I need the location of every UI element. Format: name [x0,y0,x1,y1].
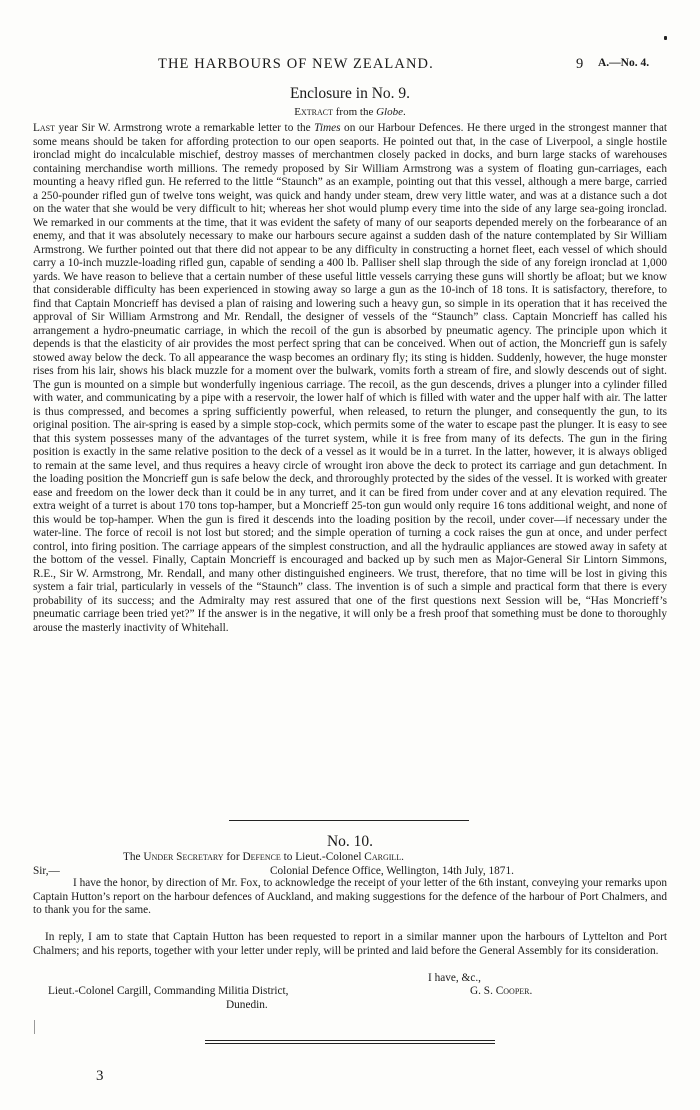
letter-paragraph-1: I have the honor, by direction of Mr. Fox, to acknowledge the receipt of your letter of the 6th instant, conveying your remarks upon Captain Hutton’s report on the harbour defences of Auckland, and making suggestions for the defence of the harbour of Port Chalmers, and to thank you for the same. [33,877,667,916]
addressee-place: Dunedin. [226,999,268,1011]
article-body [33,122,667,635]
signer-end: . [529,985,533,997]
recipient-name: Cargill [364,851,402,863]
letter-subject [123,851,404,863]
source-end: . [402,106,406,118]
opening-word: Last [33,122,56,134]
sender-department: Defence [242,851,281,863]
paper-reference: A.—No. 4. [598,57,650,69]
subject-for: for [226,851,240,863]
extract-label: Extract [294,106,333,118]
ink-mark [664,36,667,40]
subject-to: to Lieut.-Colonel [283,851,362,863]
addressee: Lieut.-Colonel Cargill, Commanding Militia District, [48,985,289,997]
source-name: Globe [376,106,403,118]
enclosure-heading: Enclosure in No. 9. [289,85,411,102]
sheet-number: 3 [96,1068,104,1084]
margin-mark [34,1020,35,1034]
signer-surname: Cooper [495,985,530,997]
sender-title: Under Secretary [143,851,224,863]
extract-from: from the [335,106,374,118]
signer-initials: G. S. [470,985,493,997]
subject-the: The [123,851,141,863]
office-and-date: Colonial Defence Office, Wellington, 14th July, 1871. [270,865,514,877]
letter-closing: I have, &c., [428,972,482,984]
page-number: 9 [576,56,584,72]
newspaper-title: Times [314,122,341,134]
signature [470,985,532,997]
extract-line [0,106,700,118]
end-rule-top [205,1040,495,1041]
section-divider [229,820,469,821]
recipient-end: . [401,851,404,863]
salutation: Sir,— [33,865,60,877]
letter-heading: No. 10. [326,833,374,850]
article-text-part2: on our Harbour Defences. He there urged in the strongest manner that some means should be taken for affording protection to our open seaports. He pointed out that, in the case of Liverpool, a single hostile ironclad might do incalculable mischief, destroy masses of merchantmen closely packed in docks, and burn large stacks of warehouses containing merchandise worth millions. The remedy proposed by Sir William Armstrong was a system of floating gun-carriages, each mounting a heavy rifled gun. He referred to the little “Staunch” as an example, pointing out that this vessel, although a mere barge, carried a 250-pounder rifled gun of twelve tons weight, was quick and handy under steam, drew very little water, and was at a distance such a dot on the water that she would be very difficult to hit; whereas her shot would plump every time into the side of any large sea-going ironclad. We remarked in our comments at the time, that it was evident the safety of many of our seaports depended merely on the forbearance of an enemy, and that it was absolutely necessary to make our harbours secure against a sudden dash of the nature contemplated by Sir William Armstrong. We further pointed out that there did not appear to be any difficulty in constructing a hornet fleet, each vessel of which should carry a 10-inch muzzle-loading rifled gun, capable of sending a 400 lb. Palliser shell slap through the side of any foreign ironclad at 1,000 yards. We have reason to believe that a certain number of these useful little vessels carrying these guns will shortly be afloat; but we know that considerable difficulty has been experienced in stowing away so large a gun as the 10-inch of 18 tons. It is satisfactory, therefore, to find that Captain Moncrieff has devised a plan of raising and lowering such a heavy gun, so simple in its operation that it has received the approval of Sir William Armstrong and Mr. Rendall, the designer of vessels of the “Staunch” class. Captain Moncrieff has called his arrangement a hydro-pneumatic carriage, in which the recoil of the gun is absorbed by pneumatic agency. The principle upon which it depends is that the elasticity of air provides the most perfect spring that can be conceived. When out of action, the Moncrieff gun is safely stowed away below the deck. To all appearance the wasp becomes an ordinary fly; its sting is hidden. Suddenly, however, the huge monster rises from his lair, shows his black muzzle for a moment over the bulwark, vomits forth a stream of fire, and slowly descends out of sight. The gun is mounted on a simple but wonderfully ingenious carriage. The recoil, as the gun descends, drives a plunger into a cylinder filled with water, and communicating by a pipe with a reservoir, the lower half of which is filled with water and the upper half with air. The latter is thus compressed, and becomes a spring sufficiently powerful, when released, to return the plunger, and consequently the gun, to its original position. The air-spring is eased by a simple stop-cock, which permits some of the water to escape past the plunger. It is easy to see that this system possesses many of the advantages of the turret system, while it is free from many of its defects. The gun in the firing position is exactly in the same relative position to the deck of a vessel as it would be in a turret. In the latter, however, it is always obliged to remain at the same level, and thus requires a heavy circle of wrought iron above the deck to protect its carriage and gun detachment. In the loading position the Moncrieff gun is safe below the deck, and throroughly protected by the sides of the vessel. It is worked with greater ease and freedom on the lower deck than it could be in any turret, and it can be fired from under cover and at any elevation required. The extra weight of a turret is about 170 tons top-hamper, but a Moncrieff 25-ton gun would only require 16 tons additional weight, and none of this would be top-hamper. When the gun is fired it descends into the loading position by the recoil, under cover—if necessary under the water-line. The force of recoil is not lost but stored; and the simple operation of turning a cock raises the gun at once, and under perfect control, into firing position. The carriage appears of the simplest construction, and all the hydraulic appliances are stowed away in safety at the bottom of the vessel. Finally, Captain Moncrieff is encouraged and backed up by such men as Major-General Sir Lintorn Simmons, R.E., Sir W. Armstrong, Mr. Rendall, and many other distinguished engineers. We trust, therefore, that no time will be lost in giving this system a fair trial, particularly in vessels of the “Staunch” class. The invention is of such a simple and practical form that there is every probability of its success; and the Admiralty may rest assured that one of the first questions next Session will be, “Has Moncrieff’s pneumatic carriage been tried yet?” If the answer is in the negative, it will only be a fresh proof that something must be done to thoroughly arouse the masterly inactivity of Whitehall. [33,122,667,634]
letter-paragraph-2: In reply, I am to state that Captain Hutton has been requested to report in a similar manner upon the harbours of Lyttelton and Port Chalmers; and his reports, together with your letter under reply, will be printed and laid before the General Assembly for its consideration. [33,931,667,957]
end-rule-bottom [205,1043,495,1044]
page-header [0,56,700,74]
running-title: THE HARBOURS OF NEW ZEALAND. [158,56,434,72]
article-text-part1: year Sir W. Armstrong wrote a remarkable letter to the [55,122,315,134]
